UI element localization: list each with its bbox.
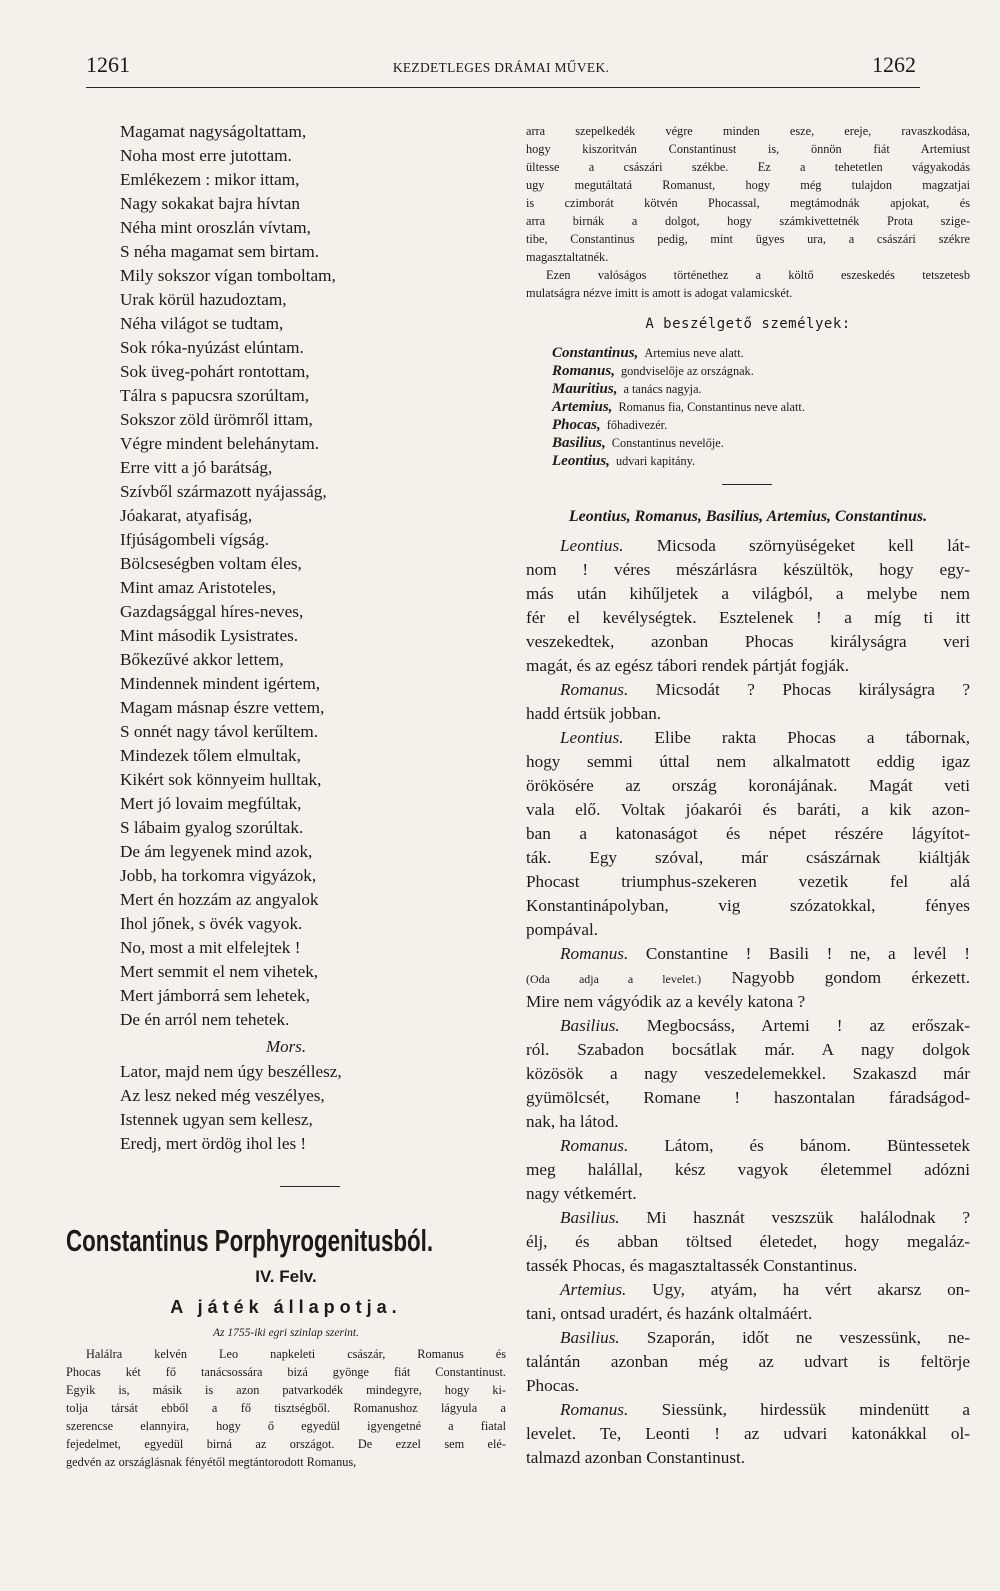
text-line: tibe, Constantinus pedig, mint ügyes ura, a császári székre <box>526 232 970 246</box>
dialogue-line <box>526 1182 970 1206</box>
dialogue-line <box>526 1326 970 1350</box>
cast-entry <box>526 380 970 398</box>
speaker-name: Romanus. <box>560 680 629 699</box>
dialogue-text: Látom, és bánom. Büntessetek <box>664 1136 970 1155</box>
dialogue-text: élj, és abban töltsed életedet, hogy megaláz- <box>526 1232 970 1251</box>
dialogue-text: hogy semmi úttal nem alkalmatott eddig igaz <box>526 752 970 771</box>
dialogue-text: Konstantinápolyban, vig szózatokkal, fényes <box>526 896 970 915</box>
verse-line: Ihol jőnek, s övék vagyok. <box>120 914 303 933</box>
verse-line: Bőkezűvé akkor lettem, <box>120 650 284 669</box>
speaker-name: Basilius. <box>560 1208 620 1227</box>
text-line: ültesse a császári székbe. Ez a tehetetlen vágyakodás <box>526 160 970 174</box>
dialogue-line <box>526 846 970 870</box>
dialogue-line <box>526 1302 970 1326</box>
section-divider <box>722 484 772 486</box>
cast-name: Mauritius, <box>552 381 618 397</box>
dialogue-text: nagy vétkemért. <box>526 1184 637 1203</box>
section-divider <box>280 1186 340 1187</box>
dialogue-text: pompával. <box>526 920 599 939</box>
verse-line: Mert jámborrá sem lehetek, <box>120 986 310 1005</box>
verse-line: Mert jó lovaim megfúltak, <box>120 794 302 813</box>
dialogue-line <box>526 774 970 798</box>
cast-description: udvari kapitány. <box>615 454 696 468</box>
verse-line: Mert semmit el nem vihetek, <box>120 962 319 981</box>
dialogue-line <box>526 822 970 846</box>
cast-description: Artemius neve alatt. <box>644 346 744 360</box>
dialogue <box>526 534 970 1470</box>
verse-line: Szívből származott nyájasság, <box>120 482 327 501</box>
speaker-name: Basilius. <box>560 1328 620 1347</box>
verse-line: Eredj, mert ördög ihol les ! <box>120 1134 307 1153</box>
cast-description: a tanács nagyja. <box>623 382 702 396</box>
dialogue-text: Micsoda szörnyüségeket kell lát- <box>656 536 970 555</box>
text-line: ugy megutáltatá Romanust, hogy még tulajdon magzatjai <box>526 178 970 192</box>
cast-description: Constantinus nevelője. <box>611 436 724 450</box>
speaker-name: Romanus. <box>560 944 629 963</box>
cast-description: Romanus fia, Constantinus neve alatt. <box>618 400 805 414</box>
dialogue-text: tani, ontsad uradért, és hazánk oltalmáért. <box>526 1304 813 1323</box>
dialogue-line <box>526 1110 970 1134</box>
verse-line: Erre vitt a jó barátság, <box>120 458 273 477</box>
text-line: arra szepelkedék végre minden esze, ereje, ravaszkodása, <box>526 124 970 138</box>
dialogue-text: Ugy, atyám, ha vért akarsz on- <box>652 1280 971 1299</box>
dialogue-text: nak, ha látod. <box>526 1112 619 1131</box>
dialogue-text: Szaporán, időt ne veszessünk, ne- <box>646 1328 970 1347</box>
scene-title: A játék állapotja. <box>170 1297 402 1317</box>
verse-line: Mily sokszor vígan tomboltam, <box>120 266 336 285</box>
verse-line: S onnét nagy távol kerűltem. <box>120 722 319 741</box>
dialogue-text: örökösére az ország koronájának. Magát veti <box>526 776 970 795</box>
dialogue-line <box>526 1062 970 1086</box>
cast-name: Constantinus, <box>552 345 639 361</box>
dialogue-text: ban a katonaságot és népet részére lágyítot- <box>526 824 970 843</box>
verse-line: Jóakarat, atyafiság, <box>120 506 253 525</box>
verse-line: Sok üveg-pohárt rontottam, <box>120 362 310 381</box>
source-note: Az 1755-iki egri szinlap szerint. <box>213 1327 359 1339</box>
text-line: arra birnák a dolgot, hogy számkivettetnék Prota szige- <box>526 214 970 228</box>
verse-line: Jobb, ha torkomra vigyázok, <box>120 866 317 885</box>
verse-line: Sok róka-nyúzást elúntam. <box>120 338 304 357</box>
dialogue-text: ták. Egy szóval, már császárnak kiáltják <box>526 848 970 867</box>
cast-entry <box>526 362 970 380</box>
dialogue-line <box>526 654 970 678</box>
text-line: fejedelmet, egyedül birná az országot. De ezzel sem elé- <box>66 1437 506 1451</box>
speaker-name: Artemius. <box>560 1280 627 1299</box>
verse-line: Mindezek tőlem elmultak, <box>120 746 301 765</box>
dialogue-text: más után kihűljetek a világból, a melybe nem <box>526 584 970 603</box>
dialogue-text: veszekedtek, azonban Phocas királyságra veri <box>526 632 970 651</box>
argument-paragraph <box>526 266 970 302</box>
text-line: gedvén az országlásnak fényétől megtántorodott Romanus, <box>66 1455 357 1469</box>
dialogue-line <box>526 1374 970 1398</box>
cast-description: gondviselője az országnak. <box>620 364 754 378</box>
left-column <box>66 120 506 1471</box>
cast-list <box>526 344 970 470</box>
verse-line: Mert én hozzám az angyalok <box>120 890 319 909</box>
speaker-name: Mors. <box>266 1037 307 1056</box>
text-line: is czimborát kötvén Phocassal, megtámodnák apjokat, és <box>526 196 970 210</box>
cast-entry <box>526 344 970 362</box>
dialogue-text: Phocas. <box>526 1376 579 1395</box>
dialogue-text: fér el kevélységtek. Esztelenek ! a míg ti itt <box>526 608 970 627</box>
dialogue-text: talántán azonban még az udvart is feltörje <box>526 1352 970 1371</box>
stage-direction: (Oda adja a levelet.) <box>526 972 702 986</box>
dialogue-line <box>526 606 970 630</box>
dialogue-text: ról. Szabadon bocsátlak már. A nagy dolgok <box>526 1040 970 1059</box>
dialogue-text: vala elő. Voltak jóakarói és baráti, a kik azon- <box>526 800 970 819</box>
argument-continuation <box>526 122 970 266</box>
dialogue-line <box>526 726 970 750</box>
verse-line: Ifjúságombeli vígság. <box>120 530 269 549</box>
dialogue-text: Mire nem vágyódik az a kevély katona ? <box>526 992 806 1011</box>
dialogue-text: magát, és az egész tábori rendek pártját fogják. <box>526 656 850 675</box>
speaker-name: Leontius. <box>560 728 624 747</box>
dialogue-text: nom ! véres mészárlásra készültök, hogy egy- <box>526 560 970 579</box>
cast-entry <box>526 416 970 434</box>
dialogue-line <box>526 1158 970 1182</box>
dialogue-line <box>526 678 970 702</box>
dialogue-text: Megbocsáss, Artemi ! az erőszak- <box>646 1016 970 1035</box>
dialogue-line <box>526 1038 970 1062</box>
speaker-name: Basilius. <box>560 1016 620 1035</box>
dialogue-text: Elibe rakta Phocas a tábornak, <box>654 728 971 747</box>
text-line: Phocas két fő tanácsossára bizá gyönge fiát Constantinust. <box>66 1365 506 1379</box>
dialogue-text: Micsodát ? Phocas királyságra ? <box>655 680 971 699</box>
characters-present: Leontius, Romanus, Basilius, Artemius, Constantinus. <box>568 508 928 525</box>
cast-name: Artemius, <box>552 399 613 415</box>
speaker-name: Romanus. <box>560 1400 629 1419</box>
verse-line: S lábaim gyalog szorúltak. <box>120 818 304 837</box>
dialogue-line <box>526 1422 970 1446</box>
dialogue-line <box>526 942 970 966</box>
poem-stanza <box>66 1060 506 1156</box>
page-header <box>86 50 916 78</box>
dialogue-line <box>526 702 970 726</box>
dialogue-line <box>526 990 970 1014</box>
verse-line: Mint amaz Aristoteles, <box>120 578 277 597</box>
act-label: IV. Felv. <box>255 1267 317 1286</box>
cast-name: Phocas, <box>552 417 601 433</box>
verse-line: Kikért sok könnyeim hulltak, <box>120 770 322 789</box>
text-line: Egyik is, másik is azon patvarkodék mindegyre, hogy ki- <box>66 1383 506 1397</box>
text-line: Halálra kelvén Leo napkeleti császár, Romanus és <box>86 1347 506 1361</box>
speaker-name: Leontius. <box>560 536 624 555</box>
right-column <box>526 122 970 1470</box>
verse-line: De én arról nem tehetek. <box>120 1010 290 1029</box>
dialogue-line <box>526 1350 970 1374</box>
argument-paragraph <box>66 1345 506 1471</box>
verse-line: Végre mindent belehánytam. <box>120 434 320 453</box>
cast-name: Leontius, <box>552 453 610 469</box>
dialogue-text: Phocast triumphus-szekeren vezetik fel alá <box>526 872 970 891</box>
verse-line: Lator, majd nem úgy beszéllesz, <box>120 1062 342 1081</box>
verse-line: Urak körül hazudoztam, <box>120 290 287 309</box>
verse-line: Noha most erre jutottam. <box>120 146 292 165</box>
verse-line: Magam másnap észre vettem, <box>120 698 325 717</box>
verse-line: Istennek ugyan sem kellesz, <box>120 1110 313 1129</box>
verse-line: Gazdagsággal híres-neves, <box>120 602 304 621</box>
page-number-right: 1262 <box>872 52 916 77</box>
dialogue-text: hadd értsük jobban. <box>526 704 662 723</box>
text-line: hogy kiszoritván Constantinust is, önnön fiát Artemiust <box>526 142 970 156</box>
verse-line: Magamat nagyságoltattam, <box>120 122 307 141</box>
dialogue-line <box>526 630 970 654</box>
dialogue-line <box>526 534 970 558</box>
dialogue-text: levelet. Te, Leonti ! az udvari katonákkal ol- <box>526 1424 970 1443</box>
dialogue-text: meg halállal, kész vagyok életemmel adózni <box>526 1160 970 1179</box>
text-line: mulatságra nézve imitt is amott is adogat valamicskét. <box>526 286 793 300</box>
dialogue-line <box>526 1398 970 1422</box>
verse-line: Nagy sokakat bajra hívtan <box>120 194 300 213</box>
dialogue-text: Mi hasznát veszszük halálodnak ? <box>646 1208 970 1227</box>
poem-stanza <box>66 120 506 1032</box>
dialogue-line <box>526 1014 970 1038</box>
verse-line: Sokszor zöld ürömről ittam, <box>120 410 313 429</box>
dialogue-text: tassék Phocas, és magasztaltassék Constantinus. <box>526 1256 858 1275</box>
dialogue-text: Constantine ! Basili ! ne, a levél ! <box>645 944 970 963</box>
verse-line: Emlékezem : mikor ittam, <box>120 170 300 189</box>
dialogue-line <box>526 1254 970 1278</box>
dialogue-text: Siessünk, hirdessük mindenütt a <box>661 1400 970 1419</box>
page-number-left: 1261 <box>86 52 130 77</box>
dialogue-line <box>526 558 970 582</box>
cast-entry <box>526 398 970 416</box>
verse-line: Néha világot se tudtam, <box>120 314 284 333</box>
verse-line: Az lesz neked még veszélyes, <box>120 1086 325 1105</box>
verse-line: Mindennek mindent igértem, <box>120 674 320 693</box>
text-line: Ezen valóságos történethez a költő eszeskedés tetszetesb <box>546 268 970 282</box>
cast-entry <box>526 452 970 470</box>
text-line: tolja társát ebből a fő tisztségből. Romanushoz lágyula a <box>66 1401 506 1415</box>
verse-line: De ám legyenek mind azok, <box>120 842 313 861</box>
cast-entry <box>526 434 970 452</box>
text-line: szerencse elannyira, hogy ő egyedül igyengetné a fiatal <box>66 1419 506 1433</box>
verse-line: Mint második Lysistrates. <box>120 626 299 645</box>
dialogue-line <box>526 1230 970 1254</box>
dialogue-line <box>526 870 970 894</box>
dialogue-line <box>526 1134 970 1158</box>
verse-line: No, most a mit elfelejtek ! <box>120 938 301 957</box>
dialogue-line <box>526 750 970 774</box>
running-title: KEZDETLEGES DRÁMAI MŰVEK. <box>392 60 610 75</box>
text-line: magasztaltatnék. <box>526 250 609 264</box>
dialogue-line <box>526 894 970 918</box>
header-rule <box>86 87 920 88</box>
dialogue-line: (Oda adja a levelet.) Nagyobb gondom érkezett. <box>526 968 971 987</box>
dialogue-line <box>526 918 970 942</box>
verse-line: Néha mint oroszlán vívtam, <box>120 218 311 237</box>
cast-name: Basilius, <box>552 435 606 451</box>
dialogue-text: közösök a nagy veszedelemekkel. Szakaszd már <box>526 1064 970 1083</box>
section-title: Constantinus Porphyrogenitusból. <box>66 1223 434 1258</box>
dialogue-line <box>526 582 970 606</box>
verse-line: Tálra s papucsra szorúltam, <box>120 386 309 405</box>
verse-line: S néha magamat sem birtam. <box>120 242 320 261</box>
verse-line: Bölcseségben voltam éles, <box>120 554 302 573</box>
dialogue-line <box>526 1086 970 1110</box>
dialogue-text: gyümölcsét, Romane ! haszontalan fáradságod- <box>526 1088 970 1107</box>
speaker-name: Romanus. <box>560 1136 629 1155</box>
dialogue-line <box>526 1206 970 1230</box>
dialogue-line <box>526 1278 970 1302</box>
cast-heading: A beszélgető személyek: <box>645 316 851 332</box>
cast-description: főhadivezér. <box>606 418 668 432</box>
dialogue-line <box>526 1446 970 1470</box>
dialogue-line <box>526 798 970 822</box>
dialogue-text: talmazd azonban Constantinust. <box>526 1448 746 1467</box>
cast-name: Romanus, <box>552 363 615 379</box>
